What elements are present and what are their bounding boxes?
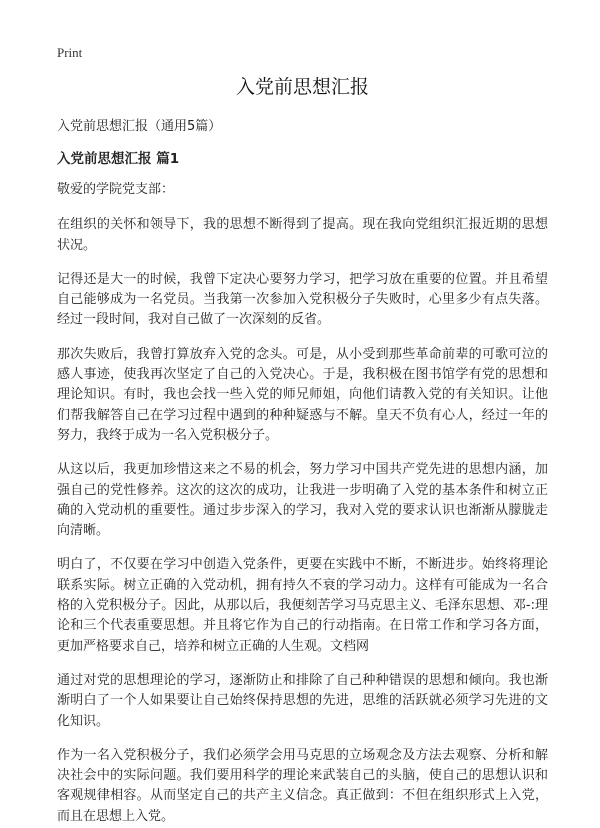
print-link[interactable]: Print [57,45,83,60]
document-title: 入党前思想汇报 [235,76,369,98]
paragraph: 记得还是大一的时候，我曾下定决心要努力学习，把学习放在重要的位置。并且希望自己能够成为一名党员。当我第一次参加入党积极分子失败时，心里多少有点失落。经过一段时间，我对自己做了一次深刻的反省。 [57,271,548,328]
paragraph: 从这以后，我更加珍惜这来之不易的机会，努力学习中国共产党先进的思想内涵，加强自己的党性修养。这次的这次的成功，让我进一步明确了入党的基本条件和树立正确的入党动机的重要性。通过步步深入的学习，我对入党的要求认识也渐渐从朦胧走向清晰。 [57,462,548,539]
paragraph: 那次失败后，我曾打算放弃入党的念头。可是，从小受到那些革命前辈的可歌可泣的感人事迹，使我再次坚定了自己的入党决心。于是，我积极在图书馆学有党的思想和理论知识。有时，我也会找一些入党的师兄师姐，向他们请教入党的有关知识。让他们帮我解答自己在学习过程中遇到的种种疑惑与不解。皇天不负有心人，经过一年的努力，我终于成为一名入党积极分子。 [57,346,548,443]
paragraph: 在组织的关怀和领导下，我的思想不断得到了提高。现在我向党组织汇报近期的思想状况。 [57,217,548,253]
paragraph: 作为一名入党积极分子，我们必须学会用马克思的立场观念及方法去观察、分析和解决社会中的实际问题。我们要用科学的理论来武装自己的头脑，使自己的思想认识和客观规律相容。从而坚定自己的共产主义信念。真正做到：不但在组织形式上入党，而且在思想上入党。 [57,747,548,824]
salutation: 敬爱的学院党支部： [57,182,175,197]
paragraph: 通过对党的思想理论的学习，逐渐防止和排除了自己种种错误的思想和倾向。我也渐渐明白了一个人如果要让自己始终保持思想的先进，思维的活跃就必须学习先进的文化知识。 [57,672,548,729]
section-heading: 入党前思想汇报 篇1 [57,151,180,167]
paragraph: 明白了，不仅要在学习中创造入党条件，更要在实践中不断，不断进步。始终将理论联系实际。树立正确的入党动机，拥有持久不衰的学习动力。这样有可能成为一名合格的入党积极分子。因此，从那以后，我便刻苦学习马克思主义、毛泽东思想、邓-:理论和三个代表重要思想。并且将它作为自己的行动指南。在日常工作和学习各方面，更加严格要求自己，培养和树立正确的人生观。文档网 [57,557,548,654]
document-subtitle: 入党前思想汇报（通用5篇） [57,119,222,134]
